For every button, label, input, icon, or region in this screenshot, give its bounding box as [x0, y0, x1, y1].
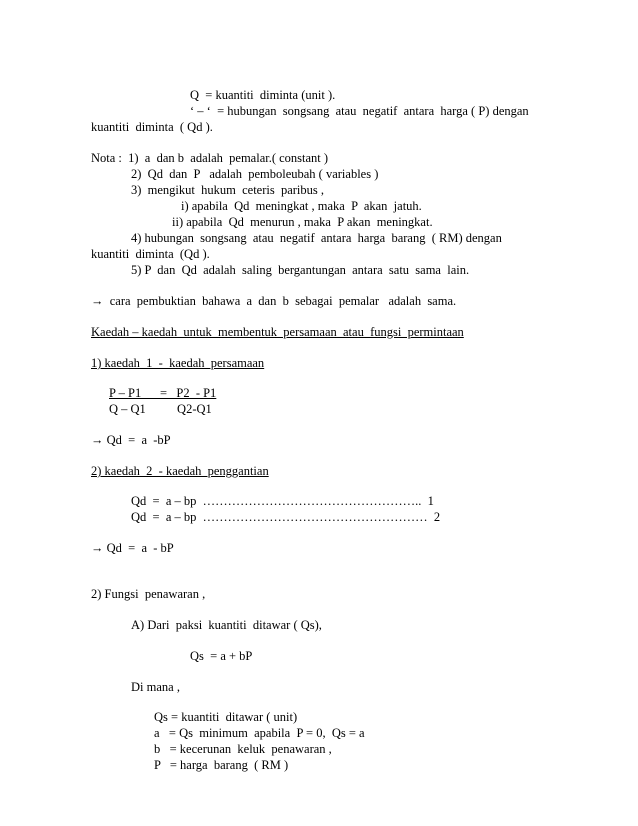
- definition-minus-sign-cont: kuantiti diminta ( Qd ).: [91, 120, 213, 134]
- note-5: 5) P dan Qd adalah saling bergantungan antara satu sama lain.: [131, 263, 470, 277]
- note-3-ii: ii) apabila Qd menurun , maka P akan meningkat.: [172, 215, 433, 229]
- note-3: 3) mengikut hukum ceteris paribus ,: [131, 183, 325, 197]
- where-label: Di mana ,: [131, 680, 180, 694]
- note-2: 2) Qd dan P adalah pemboleubah ( variables ): [131, 167, 379, 181]
- definition-b: b = kecerunan keluk penawaran ,: [154, 742, 332, 756]
- definition-a: a = Qs minimum apabila P = 0, Qs = a: [154, 726, 365, 740]
- formula-denominator: Q – Q1 Q2-Q1: [109, 402, 212, 416]
- definition-p: P = harga barang ( RM ): [154, 758, 289, 772]
- equation-line-2: Qd = a – bp ……………………………………………… 2: [131, 510, 441, 524]
- note-4: 4) hubungan songsang atau negatif antara harga barang ( RM) dengan: [131, 231, 502, 245]
- result-equation-2: → Qd = a - bP: [91, 541, 174, 555]
- supply-equation: Qs = a + bP: [190, 649, 253, 663]
- supply-function-heading: 2) Fungsi penawaran ,: [91, 587, 206, 601]
- definition-minus-sign: ‘ – ‘ = hubungan songsang atau negatif antara harga ( P) dengan: [190, 104, 529, 118]
- definition-qs: Qs = kuantiti ditawar ( unit): [154, 710, 298, 724]
- definition-q: Q = kuantiti diminta (unit ).: [190, 88, 336, 102]
- equation-line-1: Qd = a – bp …………………………………………….. 1: [131, 494, 434, 508]
- proof-note: → cara pembuktian bahawa a dan b sebagai pemalar adalah sama.: [91, 294, 457, 308]
- note-1: Nota : 1) a dan b adalah pemalar.( constant ): [91, 151, 329, 165]
- formula-numerator: P – P1 = P2 - P1: [109, 386, 217, 400]
- method-2-heading: 2) kaedah 2 - kaedah penggantian: [91, 464, 269, 478]
- note-3-i: i) apabila Qd meningkat , maka P akan jatuh.: [181, 199, 422, 213]
- section-heading-demand-methods: Kaedah – kaedah untuk membentuk persamaan atau fungsi permintaan: [91, 325, 464, 339]
- supply-axis-note: A) Dari paksi kuantiti ditawar ( Qs),: [131, 618, 322, 632]
- method-1-heading: 1) kaedah 1 - kaedah persamaan: [91, 356, 265, 370]
- result-equation-1: → Qd = a -bP: [91, 433, 171, 447]
- note-4-cont: kuantiti diminta (Qd ).: [91, 247, 210, 261]
